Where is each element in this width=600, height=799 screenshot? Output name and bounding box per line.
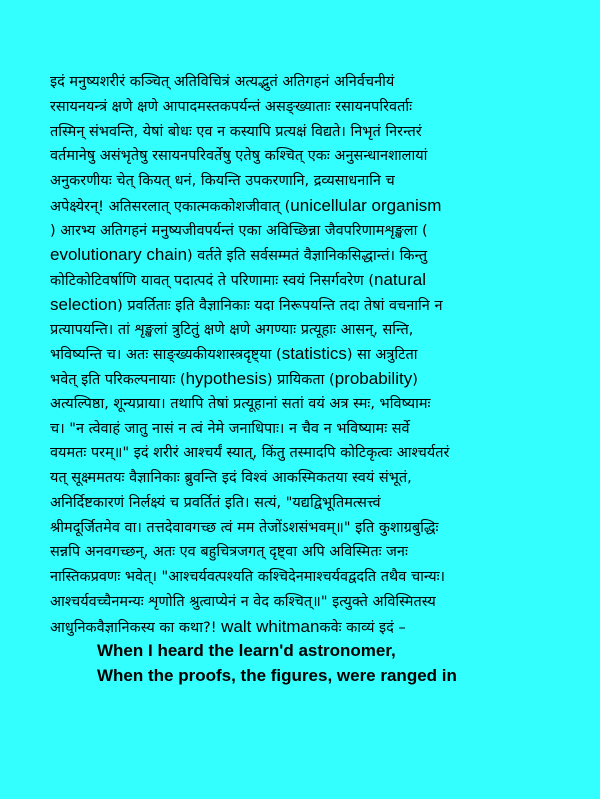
paragraph-line-23: आधुनिकवैज्ञानिकस्य का कथा?! walt whitmanकवेः काव्यं इदं – [50, 616, 406, 636]
paragraph-line-1: इदं मनुष्यशरीरं कञ्चित् अतिविचित्रं अत्यद्भुतं अतिगहनं अनिर्वचनीयं [50, 74, 395, 90]
paragraph-line-5: अनुकरणीयः चेत् कियत् धनं, कियन्ति उपकरणानि, द्रव्यसाधनानि च [50, 173, 395, 189]
paragraph-line-14: अत्यल्पिष्ठा, शून्यप्राया। तथापि तेषां प्रत्यूहानां सतां वयं अत्र स्मः, भविष्यामः [50, 395, 431, 412]
paragraph-line-4: वर्तमानेषु असंभृतेषु रसायनपरिवर्तेषु एतेषु कश्चित् एकः अनुसन्धानशालायां [50, 148, 428, 165]
poem-line-1: When I heard the learn'd astronomer, [97, 641, 396, 661]
paragraph-line-15: च। "न त्वेवाहं जातु नासं न त्वं नेमे जनाधिपाः। न चैव न भविष्यामः सर्वे [50, 420, 410, 437]
paragraph-line-3: तस्मिन् संभवन्ति, येषां बोधः एव न कस्यापि प्रत्यक्षं विद्यते। निभृतं निरन्तरं [50, 123, 422, 140]
paragraph-line-9: कोटिकोटिवर्षाणि यावत् पदात्पदं ते परिणामाः स्वयं निसर्गवरेण (natural [50, 270, 426, 289]
paragraph-line-17: यत् सूक्ष्ममतयः वैज्ञानिकाः ब्रुवन्ति इदं विश्वं आकस्मिकतया स्वयं संभूतं, [50, 470, 412, 486]
paragraph-line-11: प्रत्यापयन्ति। तां शृङ्खलां त्रुटितुं क्षणे क्षणे अगण्याः प्रत्यूहाः आसन्, सन्ति, [50, 321, 414, 338]
sanskrit-paragraph [50, 70, 555, 639]
document-page [50, 70, 555, 689]
paragraph-line-16: वयमतः परम्॥" इदं शरीरं आश्चर्यं स्यात्, किंतु तस्मादपि कोटिकृत्वः आश्चर्यतरं [50, 445, 450, 462]
paragraph-line-12: भविष्यन्ति च। अतः साङ्ख्यकीयशास्त्रदृष्ट्या (statistics) सा अत्रुटिता [50, 344, 418, 364]
paragraph-line-2: रसायनयन्त्रं क्षणे क्षणे आपादमस्तकपर्यन्तं असङ्ख्याताः रसायनपरिवर्ताः [50, 98, 413, 115]
paragraph-line-8: evolutionary chain) वर्तते इति सर्वसम्मतं वैज्ञानिकसिद्धान्तं। किन्तु [50, 245, 428, 265]
paragraph-line-6: अपेक्ष्येरन्! अतिसरलात् एकात्मककोशजीवात् (unicellular organism [50, 195, 442, 215]
paragraph-line-13: भवेत् इति परिकल्पनायाः (hypothesis) प्रायिकता (probability) [50, 369, 418, 388]
paragraph-line-20: सन्नपि अनवगच्छन्, अतः एव बहुचित्रजगत् दृष्ट्वा अपि अविस्मितः जनः [50, 544, 408, 561]
paragraph-line-21: नास्तिकप्रवणः भवेत्। "आश्चर्यवत्पश्यति कश्चिदेनमाश्चर्यवद्वदति तथैव चान्यः। [50, 569, 446, 585]
paragraph-line-22: आश्चर्यवच्चैनमन्यः शृणोति श्रुत्वाप्येनं न वेद कश्चित्॥" इत्युक्ते अविस्मितस्य [50, 593, 436, 610]
poem-line-2: When the proofs, the figures, were ranged in [97, 666, 457, 685]
paragraph-line-19: श्रीमदूर्जितमेव वा। तत्तदेवावगच्छ त्वं मम तेजोंऽशसंभवम्॥" इति कुशाग्रबुद्धिः [50, 519, 439, 536]
paragraph-line-18: अनिर्दिष्टकारणं निर्लक्ष्यं च प्रवर्तितं इति। सत्यं, "यद्यद्विभूतिमत्सत्त्वं [50, 494, 381, 511]
paragraph-line-10: selection) प्रवर्तिताः इति वैज्ञानिकाः यदा निरूपयन्ति तदा तेषां वचनानि न [50, 294, 443, 314]
poem-excerpt [50, 639, 555, 689]
paragraph-line-7: ) आरभ्य अतिगहनं मनुष्यजीवपर्यन्तं एका अविच्छिन्ना जैवपरिणामशृङ्खला ( [50, 222, 428, 239]
